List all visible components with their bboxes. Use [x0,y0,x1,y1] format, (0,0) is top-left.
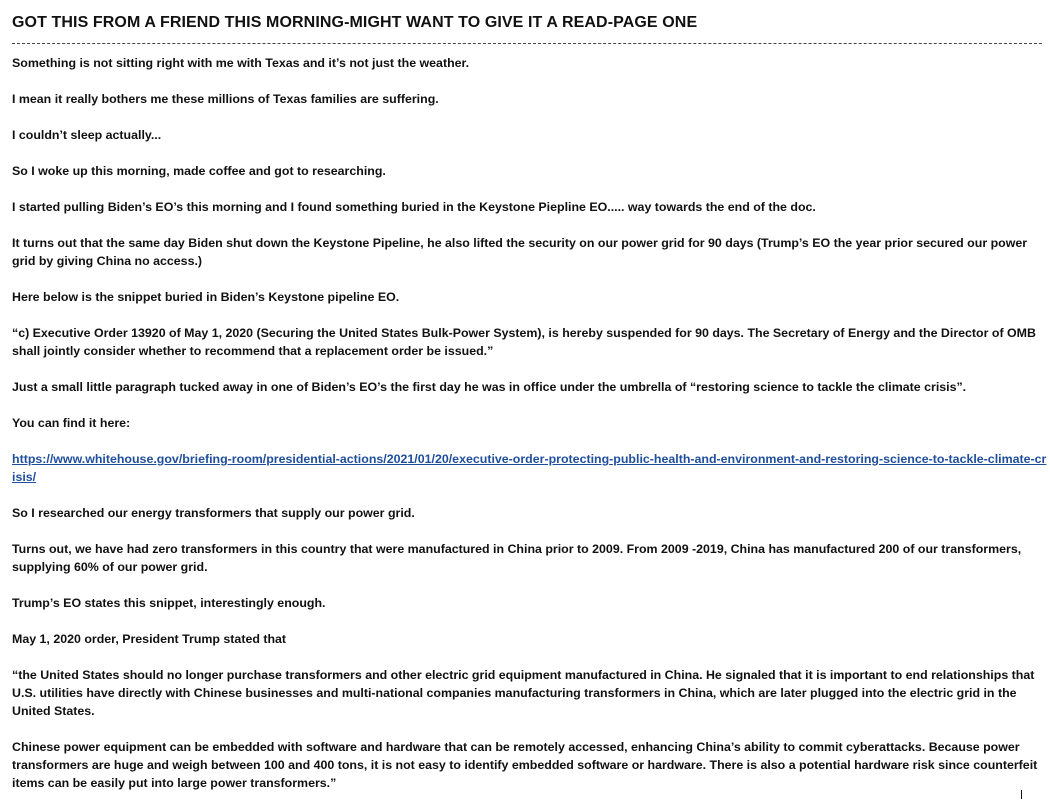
paragraph: May 1, 2020 order, President Trump stated that [12,632,287,646]
paragraph: I couldn’t sleep actually... [12,128,162,142]
paragraph: Turns out, we have had zero transformers in this country that were manufactured in China prior to 2009. From 2009 -2019, China has manufactured 200 of our transformers, supplying 60% of our power grid. [12,542,1022,574]
paragraph: So I researched our energy transformers that supply our power grid. [12,506,415,520]
whitehouse-link[interactable]: https://www.whitehouse.gov/briefing-room/presidential-actions/2021/01/20/executive-order-protecting-public-health-and-environment-and-restoring-science-to-tackle-climate-crisis/ [12,452,1047,484]
paragraph: Something is not sitting right with me with Texas and it’s not just the weather. [12,56,470,70]
paragraph: I mean it really bothers me these millions of Texas families are suffering. [12,92,439,106]
paragraph: Trump’s EO states this snippet, interestingly enough. [12,596,326,610]
paragraph: So I woke up this morning, made coffee and got to researching. [12,164,386,178]
paragraph: You can find it here: [12,416,131,430]
quoted-paragraph: “the United States should no longer purchase transformers and other electric grid equipment manufactured in China. He signaled that it is important to end relationships that U.S. utilities have directly with Chinese businesses and multi-national companies manufacturing transformers in China, which are later plugged into the electric grid in the United States. [12,668,1035,718]
link-paragraph [12,450,1048,486]
paragraph: Here below is the snippet buried in Biden’s Keystone pipeline EO. [12,290,400,304]
quoted-paragraph: Chinese power equipment can be embedded with software and hardware that can be remotely accessed, enhancing China’s ability to commit cyberattacks. Because power transformers are huge and weigh between 100 and 400 tons, it is not easy to identify embedded software or hardware. There is also a potential hardware risk since counterfeit items can be easily put into large power transformers.” [12,740,1038,790]
paragraph: It turns out that the same day Biden shut down the Keystone Pipeline, he also lifted the security on our power grid for 90 days (Trump’s EO the year prior secured our power grid by giving China no access.) [12,236,1028,268]
quoted-snippet: “c) Executive Order 13920 of May 1, 2020 (Securing the United States Bulk-Power System), is hereby suspended for 90 days. The Secretary of Energy and the Director of OMB shall jointly consider whether to recommend that a replacement order be issued.” [12,326,1036,358]
paragraph: I started pulling Biden’s EO’s this morning and I found something buried in the Keystone Piepline EO..... way towards the end of the doc. [12,200,816,214]
text-cursor [1021,790,1022,799]
paragraph: Just a small little paragraph tucked away in one of Biden’s EO’s the first day he was in office under the umbrella of “restoring science to tackle the climate crisis”. [12,380,967,394]
dashed-divider [12,43,1042,44]
document-title: GOT THIS FROM A FRIEND THIS MORNING-MIGHT WANT TO GIVE IT A READ-PAGE ONE [12,14,698,31]
document-body [12,54,1048,810]
